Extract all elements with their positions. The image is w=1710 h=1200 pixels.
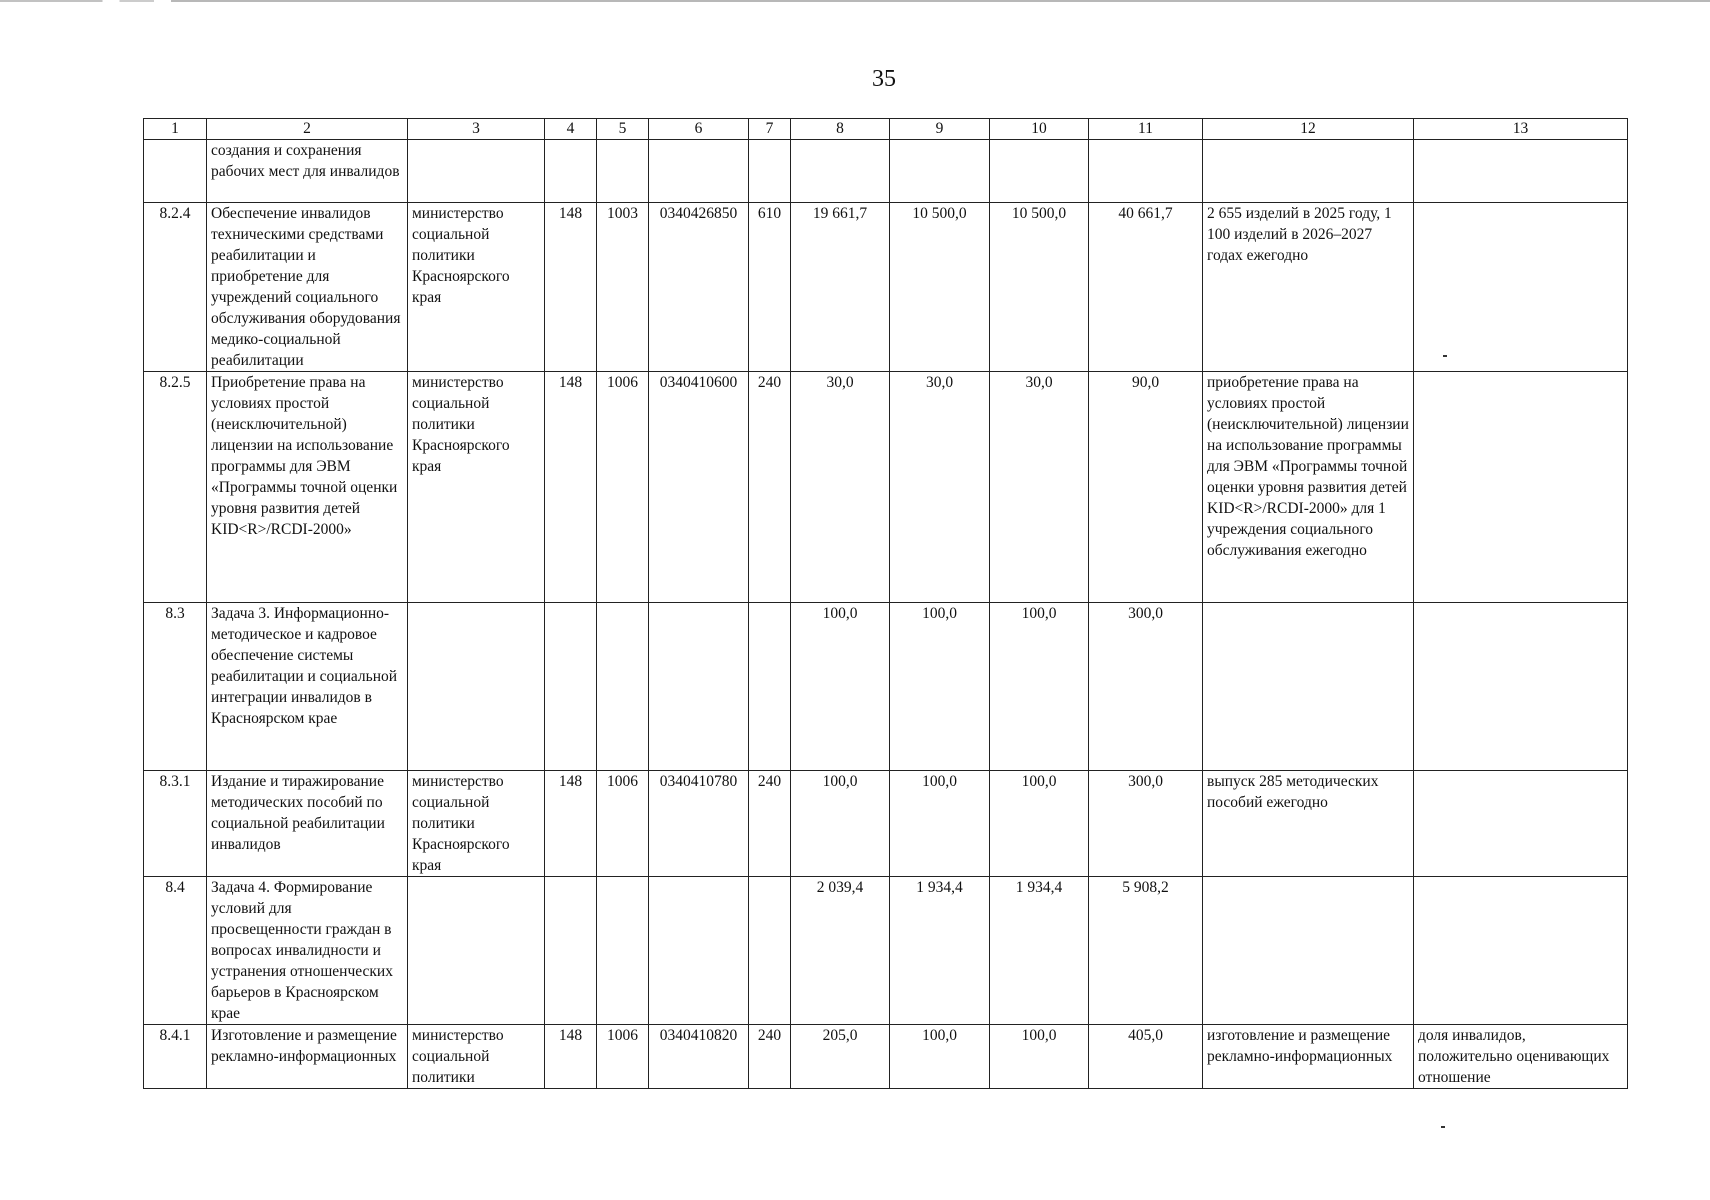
- row-id: 8.4: [144, 877, 207, 1025]
- row-result: выпуск 285 методических пособий ежегодно: [1203, 771, 1414, 877]
- row-indicator: [1414, 877, 1628, 1025]
- row-total: [1089, 140, 1203, 203]
- row-2025: 100,0: [791, 771, 890, 877]
- row-2026: [890, 140, 990, 203]
- row-2026: 30,0: [890, 372, 990, 603]
- row-rzpr: 1006: [597, 771, 649, 877]
- row-total: 90,0: [1089, 372, 1203, 603]
- table-row: [144, 771, 1628, 877]
- row-executor: [408, 603, 545, 771]
- row-total: 40 661,7: [1089, 203, 1203, 372]
- row-result: [1203, 877, 1414, 1025]
- row-2027: [990, 140, 1089, 203]
- row-executor: [408, 140, 545, 203]
- row-name: Изготовление и размещение рекламно-информационных: [207, 1025, 408, 1089]
- program-activities-table: [143, 118, 1628, 1089]
- row-total: 300,0: [1089, 603, 1203, 771]
- row-indicator: [1414, 771, 1628, 877]
- row-result: [1203, 603, 1414, 771]
- col-header-11: 11: [1089, 119, 1203, 140]
- row-2026: 1 934,4: [890, 877, 990, 1025]
- col-header-5: 5: [597, 119, 649, 140]
- row-2027: 30,0: [990, 372, 1089, 603]
- row-2027: 100,0: [990, 603, 1089, 771]
- row-executor: министерство социальной политики Красноярского края: [408, 771, 545, 877]
- row-indicator: [1414, 140, 1628, 203]
- row-name: Обеспечение инвалидов техническими средствами реабилитации и приобретение для учреждений социального обслуживания оборудования медико-социальной реабилитации: [207, 203, 408, 372]
- table-row: [144, 877, 1628, 1025]
- page-number: 35: [872, 66, 896, 92]
- column-number-row: [144, 119, 1628, 140]
- row-grbs: 148: [545, 1025, 597, 1089]
- row-id: [144, 140, 207, 203]
- row-indicator: доля инвалидов, положительно оценивающих отношение: [1414, 1025, 1628, 1089]
- row-2026: 10 500,0: [890, 203, 990, 372]
- table-row: [144, 603, 1628, 771]
- row-total: 5 908,2: [1089, 877, 1203, 1025]
- col-header-4: 4: [545, 119, 597, 140]
- table-row: [144, 1025, 1628, 1089]
- row-indicator: [1414, 603, 1628, 771]
- row-csr: 0340426850: [649, 203, 749, 372]
- row-rzpr: 1006: [597, 372, 649, 603]
- row-2025: 205,0: [791, 1025, 890, 1089]
- row-executor: министерство социальной политики Красноярского края: [408, 203, 545, 372]
- row-executor: [408, 877, 545, 1025]
- row-csr: [649, 877, 749, 1025]
- row-grbs: [545, 603, 597, 771]
- scan-speck: [1441, 1126, 1445, 1128]
- row-grbs: 148: [545, 203, 597, 372]
- row-name: Задача 4. Формирование условий для просвещенности граждан в вопросах инвалидности и устранения отношенческих барьеров в Красноярском крае: [207, 877, 408, 1025]
- col-header-7: 7: [749, 119, 791, 140]
- row-total: 405,0: [1089, 1025, 1203, 1089]
- scan-speck: [1443, 355, 1447, 357]
- row-csr: 0340410820: [649, 1025, 749, 1089]
- row-vr: [749, 603, 791, 771]
- row-2027: 10 500,0: [990, 203, 1089, 372]
- row-id: 8.3.1: [144, 771, 207, 877]
- row-2025: 19 661,7: [791, 203, 890, 372]
- row-2025: 2 039,4: [791, 877, 890, 1025]
- row-name: Приобретение права на условиях простой (неисключительной) лицензии на использование программы для ЭВМ «Программы точной оценки уровня развития детей KID<R>/RCDI-2000»: [207, 372, 408, 603]
- row-id: 8.4.1: [144, 1025, 207, 1089]
- row-id: 8.3: [144, 603, 207, 771]
- row-executor: министерство социальной политики Красноярского края: [408, 372, 545, 603]
- row-rzpr: 1006: [597, 1025, 649, 1089]
- row-vr: [749, 877, 791, 1025]
- row-2027: 1 934,4: [990, 877, 1089, 1025]
- col-header-10: 10: [990, 119, 1089, 140]
- row-vr: 610: [749, 203, 791, 372]
- row-rzpr: [597, 603, 649, 771]
- row-grbs: [545, 877, 597, 1025]
- row-2026: 100,0: [890, 603, 990, 771]
- row-result: приобретение права на условиях простой (неисключительной) лицензии на использование программы для ЭВМ «Программы точной оценки уровня развития детей KID<R>/RCDI-2000» для 1 учреждения социального обслуживания ежегодно: [1203, 372, 1414, 603]
- row-name: Издание и тиражирование методических пособий по социальной реабилитации инвалидов: [207, 771, 408, 877]
- row-vr: [749, 140, 791, 203]
- row-executor: министерство социальной политики: [408, 1025, 545, 1089]
- row-vr: 240: [749, 1025, 791, 1089]
- row-rzpr: 1003: [597, 203, 649, 372]
- row-2025: 100,0: [791, 603, 890, 771]
- col-header-8: 8: [791, 119, 890, 140]
- row-result: [1203, 140, 1414, 203]
- row-2027: 100,0: [990, 1025, 1089, 1089]
- row-csr: 0340410600: [649, 372, 749, 603]
- table-row: [144, 372, 1628, 603]
- row-name: создания и сохранения рабочих мест для инвалидов: [207, 140, 408, 203]
- row-result: 2 655 изделий в 2025 году, 1 100 изделий в 2026–2027 годах ежегодно: [1203, 203, 1414, 372]
- row-grbs: 148: [545, 372, 597, 603]
- row-2025: [791, 140, 890, 203]
- row-grbs: 148: [545, 771, 597, 877]
- col-header-9: 9: [890, 119, 990, 140]
- col-header-12: 12: [1203, 119, 1414, 140]
- row-total: 300,0: [1089, 771, 1203, 877]
- row-indicator: [1414, 372, 1628, 603]
- row-2025: 30,0: [791, 372, 890, 603]
- row-indicator: [1414, 203, 1628, 372]
- col-header-3: 3: [408, 119, 545, 140]
- row-vr: 240: [749, 372, 791, 603]
- row-csr: [649, 603, 749, 771]
- table-row: [144, 140, 1628, 203]
- row-rzpr: [597, 140, 649, 203]
- row-result: изготовление и размещение рекламно-информационных: [1203, 1025, 1414, 1089]
- row-vr: 240: [749, 771, 791, 877]
- col-header-6: 6: [649, 119, 749, 140]
- col-header-1: 1: [144, 119, 207, 140]
- row-2026: 100,0: [890, 771, 990, 877]
- table-row: [144, 203, 1628, 372]
- col-header-13: 13: [1414, 119, 1628, 140]
- row-id: 8.2.5: [144, 372, 207, 603]
- row-csr: 0340410780: [649, 771, 749, 877]
- col-header-2: 2: [207, 119, 408, 140]
- row-name: Задача 3. Информационно-методическое и кадровое обеспечение системы реабилитации и социальной интеграции инвалидов в Красноярском крае: [207, 603, 408, 771]
- row-2026: 100,0: [890, 1025, 990, 1089]
- row-rzpr: [597, 877, 649, 1025]
- scan-edge-line: [0, 0, 1710, 2]
- row-csr: [649, 140, 749, 203]
- row-grbs: [545, 140, 597, 203]
- row-id: 8.2.4: [144, 203, 207, 372]
- row-2027: 100,0: [990, 771, 1089, 877]
